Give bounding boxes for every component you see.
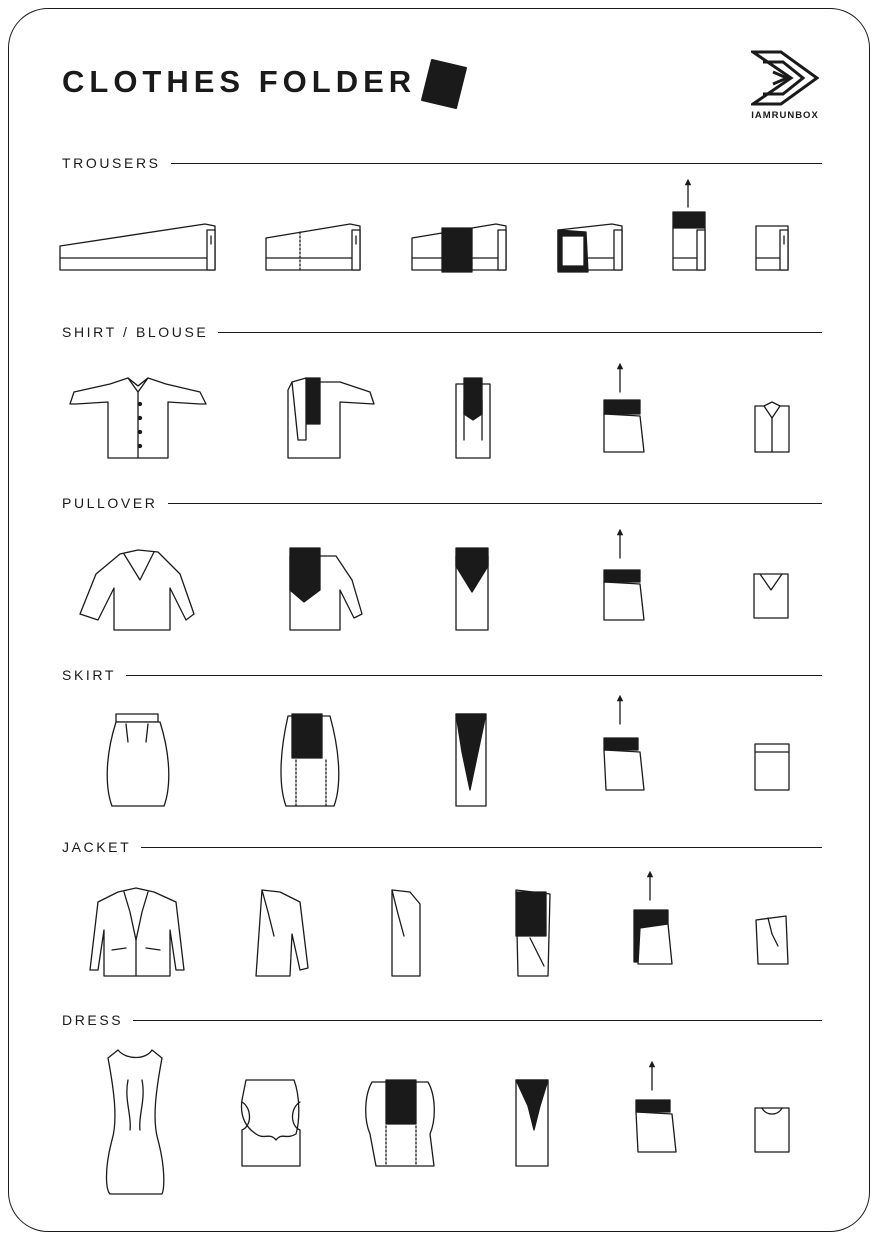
dress-step-4-icon [516,1080,548,1166]
jacket-step-3-icon [392,890,420,976]
skirt-step-1-icon [107,714,169,806]
section-label-skirt: SKIRT [62,667,126,683]
pullover-step-4-icon [604,532,644,620]
brand-name: IAMRUNBOX [751,110,819,121]
skirt-step-4-icon [604,698,644,790]
shirt-step-2-icon [288,378,374,458]
dress-step-1-icon [107,1050,164,1194]
jacket-step-1-icon [90,888,184,976]
dress-step-2-icon [242,1080,300,1166]
jacket-step-5-icon [634,874,672,964]
pullover-step-2-icon [290,548,362,630]
pullover-step-3-icon [456,548,488,630]
trousers-step-2-icon [266,224,360,270]
shirt-step-5-icon [755,402,789,452]
shirt-step-3-icon [456,378,490,458]
trousers-step-5-icon [673,182,705,270]
jacket-step-6-icon [756,916,788,964]
shirt-step-1-icon [70,378,206,458]
trousers-step-3-icon [412,224,506,272]
skirt-step-2-icon [281,714,339,806]
shirt-step-4-icon [604,366,644,452]
skirt-step-5-icon [755,744,789,790]
pullover-step-5-icon [754,574,788,618]
dress-step-6-icon [755,1108,789,1152]
section-label-pullover: PULLOVER [62,495,168,511]
pullover-step-1-icon [80,550,194,630]
dress-step-5-icon [636,1064,676,1152]
trousers-step-1-icon [60,224,215,270]
trousers-step-6-icon [756,226,788,270]
page-title: CLOTHES FOLDER [62,64,417,99]
section-label-dress: DRESS [62,1012,133,1028]
section-label-trousers: TROUSERS [62,155,171,171]
dress-step-3-icon [366,1080,435,1166]
jacket-step-2-icon [256,890,308,976]
section-label-jacket: JACKET [62,839,141,855]
trousers-step-4-icon [558,224,622,272]
jacket-step-4-icon [516,890,550,976]
section-label-shirt: SHIRT / BLOUSE [62,324,218,340]
skirt-step-3-icon [456,714,486,806]
